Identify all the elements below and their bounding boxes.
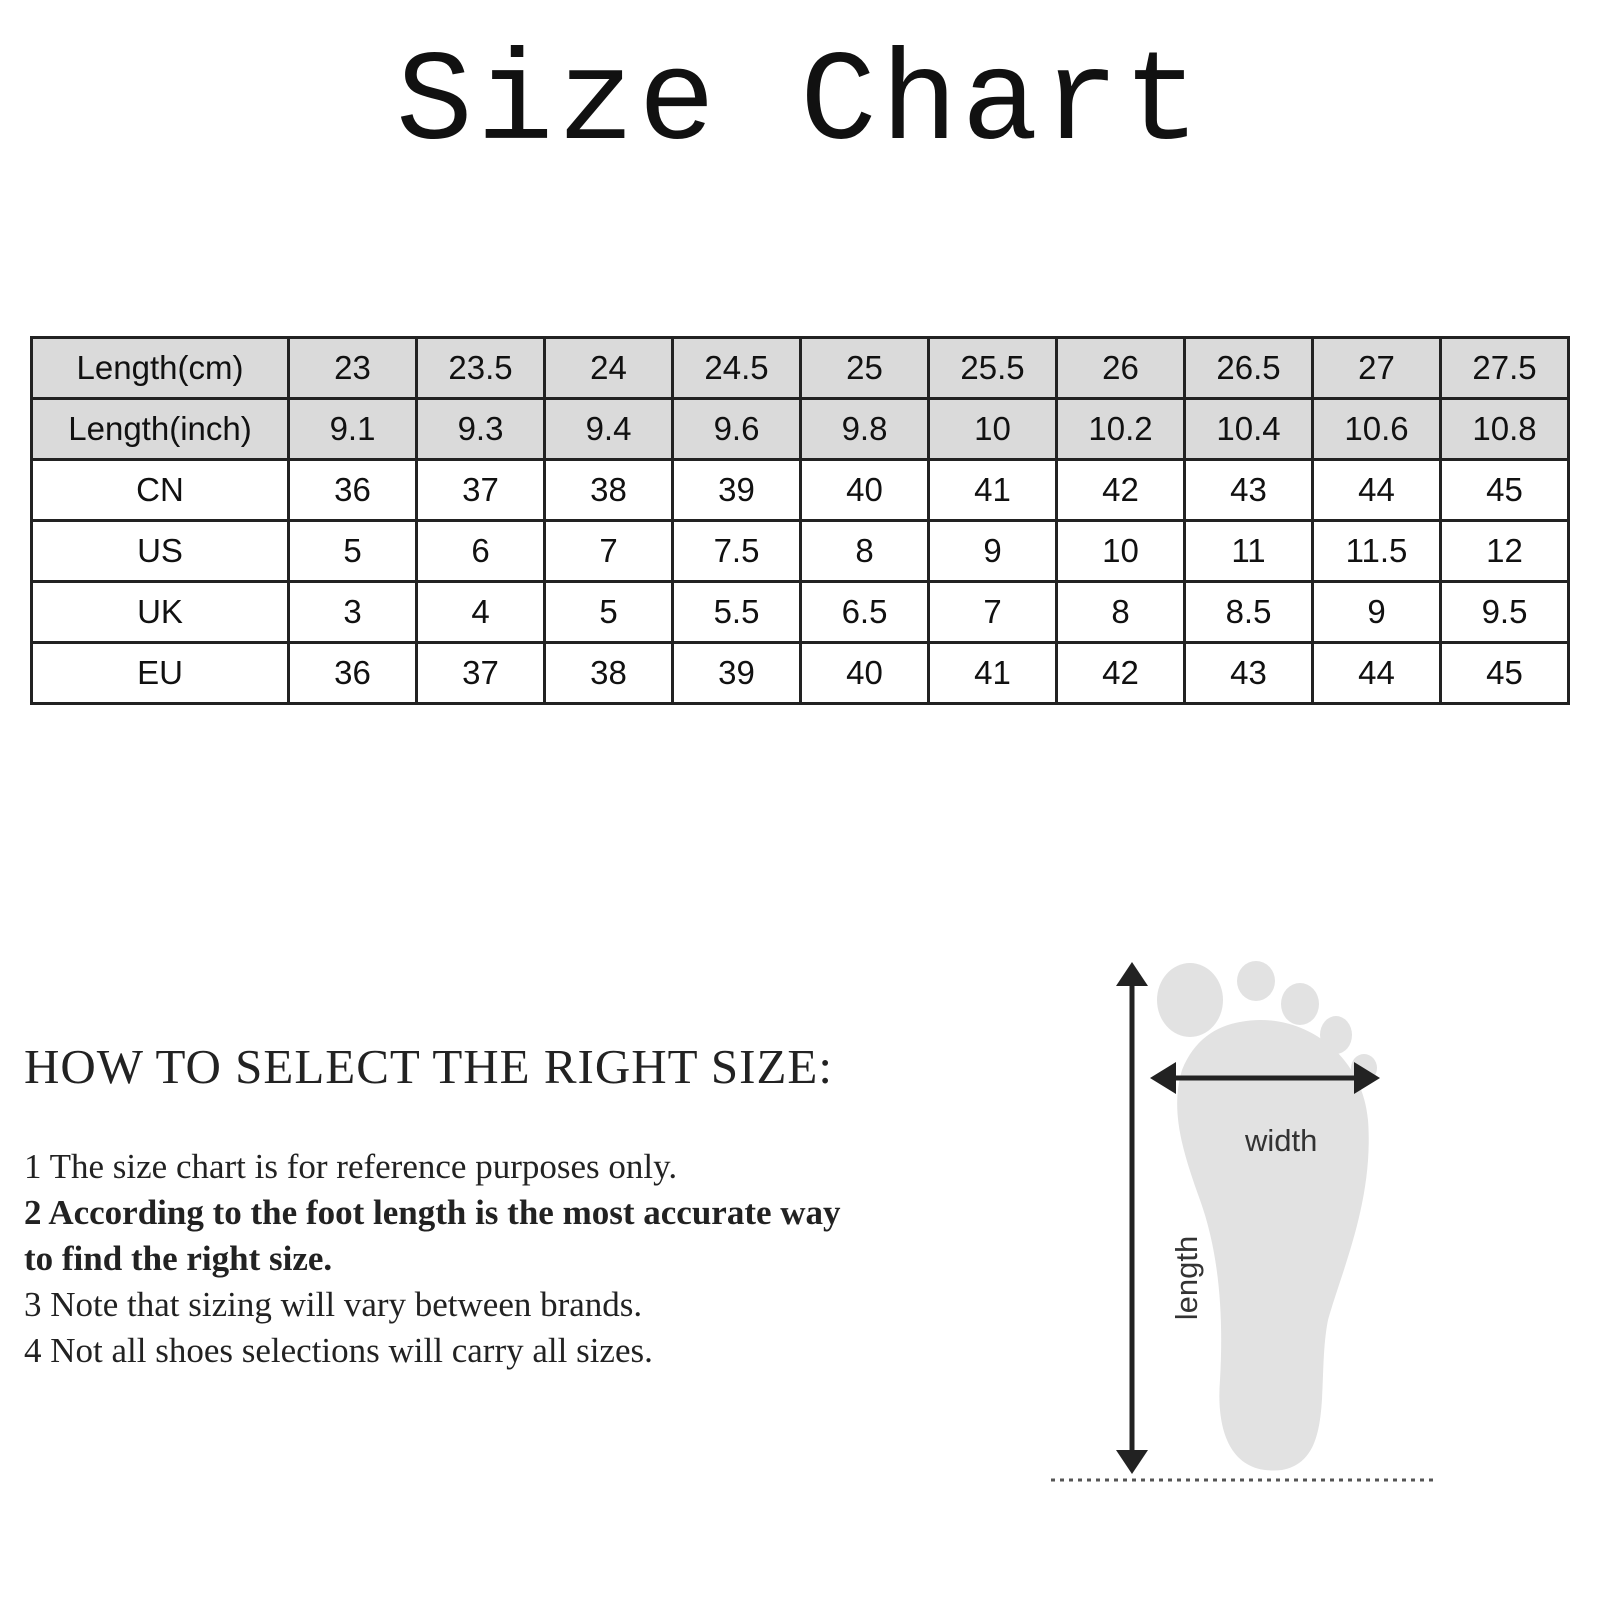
foot-icon	[1157, 961, 1377, 1471]
size-cell: 3	[289, 582, 417, 643]
size-cell: 27.5	[1441, 338, 1569, 399]
size-row	[32, 338, 1569, 399]
size-cell: 7.5	[673, 521, 801, 582]
size-cell: 23	[289, 338, 417, 399]
size-cell: 44	[1313, 460, 1441, 521]
size-cell: 10	[929, 399, 1057, 460]
size-cell: 9.1	[289, 399, 417, 460]
size-cell: 41	[929, 460, 1057, 521]
size-cell: 11	[1185, 521, 1313, 582]
size-cell: 27	[1313, 338, 1441, 399]
length-arrow	[1116, 962, 1148, 1474]
size-cell: 10.4	[1185, 399, 1313, 460]
size-cell: 9.6	[673, 399, 801, 460]
size-cell: 37	[417, 460, 545, 521]
size-cell: 43	[1185, 460, 1313, 521]
size-cell: 45	[1441, 643, 1569, 704]
row-label: EU	[32, 643, 289, 704]
size-cell: 26	[1057, 338, 1185, 399]
size-cell: 12	[1441, 521, 1569, 582]
size-cell: 42	[1057, 643, 1185, 704]
size-cell: 39	[673, 643, 801, 704]
size-cell: 42	[1057, 460, 1185, 521]
size-cell: 25.5	[929, 338, 1057, 399]
row-label: US	[32, 521, 289, 582]
size-cell: 6	[417, 521, 545, 582]
row-label: Length(cm)	[32, 338, 289, 399]
note-1: 1 The size chart is for reference purposes only.	[24, 1147, 678, 1186]
size-cell: 36	[289, 643, 417, 704]
size-cell: 8	[1057, 582, 1185, 643]
length-label: length	[1169, 1235, 1205, 1321]
size-cell: 4	[417, 582, 545, 643]
size-cell: 38	[545, 643, 673, 704]
size-cell: 43	[1185, 643, 1313, 704]
size-cell: 44	[1313, 643, 1441, 704]
note-3: 3 Note that sizing will vary between brands.	[24, 1285, 643, 1324]
size-cell: 36	[289, 460, 417, 521]
size-cell: 9.4	[545, 399, 673, 460]
size-cell: 8	[801, 521, 929, 582]
size-cell: 8.5	[1185, 582, 1313, 643]
size-cell: 10.6	[1313, 399, 1441, 460]
size-row	[32, 399, 1569, 460]
foot-measurement-diagram	[1050, 960, 1470, 1520]
size-cell: 40	[801, 643, 929, 704]
size-cell: 6.5	[801, 582, 929, 643]
size-cell: 9	[929, 521, 1057, 582]
size-cell: 10.2	[1057, 399, 1185, 460]
size-table-body	[32, 338, 1569, 704]
size-cell: 9.3	[417, 399, 545, 460]
note-2: 2 According to the foot length is the most accurate way to find the right size.	[24, 1193, 841, 1278]
size-cell: 10.8	[1441, 399, 1569, 460]
width-label: width	[1245, 1123, 1318, 1158]
size-cell: 5.5	[673, 582, 801, 643]
size-cell: 7	[929, 582, 1057, 643]
size-row	[32, 643, 1569, 704]
size-cell: 24	[545, 338, 673, 399]
size-cell: 39	[673, 460, 801, 521]
size-cell: 25	[801, 338, 929, 399]
size-cell: 45	[1441, 460, 1569, 521]
size-row	[32, 582, 1569, 643]
size-cell: 5	[545, 582, 673, 643]
size-cell: 41	[929, 643, 1057, 704]
row-label: UK	[32, 582, 289, 643]
size-table	[30, 336, 1570, 705]
size-cell: 26.5	[1185, 338, 1313, 399]
size-cell: 23.5	[417, 338, 545, 399]
size-notes	[24, 1144, 864, 1374]
size-cell: 38	[545, 460, 673, 521]
foot-diagram-graphic	[1050, 960, 1470, 1520]
how-to-heading: HOW TO SELECT THE RIGHT SIZE:	[24, 1039, 833, 1094]
row-label: Length(inch)	[32, 399, 289, 460]
size-cell: 24.5	[673, 338, 801, 399]
size-cell: 40	[801, 460, 929, 521]
size-row	[32, 521, 1569, 582]
size-cell: 5	[289, 521, 417, 582]
size-cell: 9.8	[801, 399, 929, 460]
size-cell: 10	[1057, 521, 1185, 582]
size-cell: 9	[1313, 582, 1441, 643]
row-label: CN	[32, 460, 289, 521]
size-cell: 37	[417, 643, 545, 704]
size-cell: 11.5	[1313, 521, 1441, 582]
note-4: 4 Not all shoes selections will carry all sizes.	[24, 1331, 653, 1370]
size-row	[32, 460, 1569, 521]
size-cell: 9.5	[1441, 582, 1569, 643]
size-cell: 7	[545, 521, 673, 582]
page-title: Size Chart	[395, 32, 1205, 177]
